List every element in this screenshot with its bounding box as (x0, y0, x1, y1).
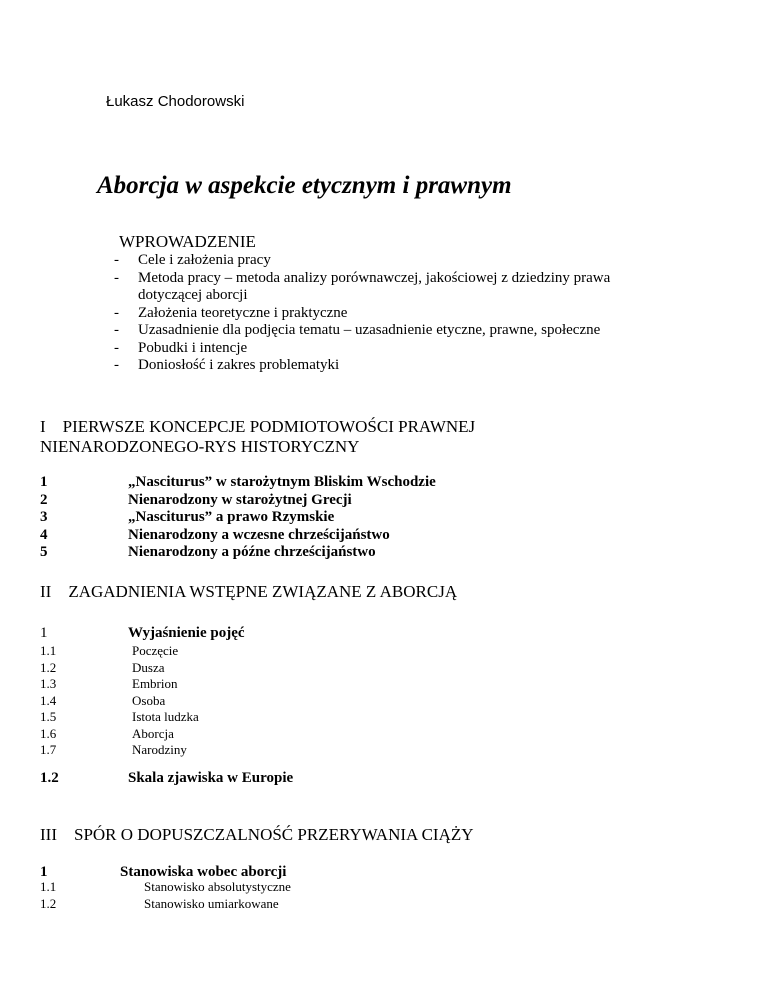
item-number: 1.3 (40, 676, 57, 691)
item-number: 1 (40, 474, 48, 490)
intro-item (114, 270, 678, 305)
item-text: Stanowiska wobec aborcji (120, 864, 287, 880)
item-number: 1.2 (40, 770, 59, 786)
item-text: Nienarodzony w starożytnej Grecji (128, 491, 352, 508)
intro-item-text: Pobudki i intencje (138, 339, 248, 356)
section-1-numeral: I (40, 417, 46, 436)
intro-item-text: Doniosłość i zakres problematyki (138, 357, 340, 373)
item-text: Embrion (132, 676, 178, 691)
intro-item (114, 322, 678, 340)
intro-item-text: Metoda pracy – metoda analizy porównawczej, jakościowej z dziedziny prawa dotyczącej aborcji (138, 269, 611, 303)
list-item (40, 527, 436, 545)
list-item (40, 879, 291, 896)
section-2-items (40, 643, 199, 759)
list-item (40, 544, 436, 562)
item-number: 2 (40, 491, 48, 508)
item-number: 1.2 (40, 895, 57, 911)
list-item (40, 896, 291, 913)
intro-item-text: Uzasadnienie dla podjęcia tematu – uzasadnienie etyczne, prawne, społeczne (138, 322, 601, 338)
item-number: 4 (40, 526, 48, 543)
intro-list (114, 252, 678, 375)
section-3-heading (40, 825, 474, 845)
list-item (40, 709, 199, 726)
intro-heading: WPROWADZENIE (119, 232, 256, 251)
item-text: Narodziny (132, 742, 187, 757)
list-dash: - (114, 252, 119, 268)
item-number: 1.4 (40, 692, 57, 708)
list-item (40, 726, 199, 743)
list-item (40, 643, 199, 660)
item-text: Nienarodzony a późne chrześcijaństwo (128, 544, 376, 560)
document-title: Aborcja w aspekcie etycznym i prawnym (97, 172, 512, 199)
list-dash: - (114, 357, 119, 373)
list-item (40, 492, 436, 510)
list-item (40, 660, 199, 677)
list-item (40, 742, 199, 759)
list-item (40, 509, 436, 527)
intro-item-text: Założenia teoretyczne i praktyczne (138, 304, 348, 321)
section-1-heading-line1: PIERWSZE KONCEPCJE PODMIOTOWOŚCI PRAWNEJ (62, 417, 476, 436)
item-text: Stanowisko absolutystyczne (144, 879, 291, 894)
section-2-heading (40, 582, 457, 602)
intro-item (114, 340, 678, 358)
item-text: Stanowisko umiarkowane (144, 895, 279, 911)
intro-item (114, 357, 678, 375)
item-number: 1.5 (40, 709, 57, 724)
item-text: Skala zjawiska w Europie (128, 770, 294, 786)
intro-item-text: Cele i założenia pracy (138, 252, 271, 268)
author-name: Łukasz Chodorowski (106, 93, 245, 110)
item-number: 5 (40, 544, 48, 560)
list-dash: - (114, 322, 119, 338)
item-number: 1 (40, 625, 48, 641)
item-text: Nienarodzony a wczesne chrześcijaństwo (128, 526, 390, 543)
item-number: 1 (40, 864, 48, 880)
list-item (40, 693, 199, 710)
section-1-heading (40, 417, 475, 457)
list-dash: - (114, 304, 119, 321)
section-2-numeral: II (40, 582, 52, 601)
item-text: Istota ludzka (132, 709, 199, 724)
list-dash: - (114, 339, 119, 356)
list-item (40, 676, 199, 693)
intro-item (114, 252, 678, 270)
item-text: Osoba (132, 692, 166, 708)
item-text: Aborcja (132, 725, 174, 741)
item-number: 1.7 (40, 742, 57, 757)
section-3-numeral: III (40, 825, 57, 844)
item-text: Dusza (132, 659, 165, 675)
item-text: „Nasciturus” a prawo Rzymskie (128, 509, 335, 525)
item-number: 1.6 (40, 725, 57, 741)
list-dash: - (114, 269, 119, 286)
item-number: 1.1 (40, 879, 57, 894)
section-2-heading-text: ZAGADNIENIA WSTĘPNE ZWIĄZANE Z ABORCJĄ (68, 582, 458, 601)
section-3-heading-text: SPÓR O DOPUSZCZALNOŚĆ PRZERYWANIA CIĄŻY (73, 825, 474, 844)
section-3-items (40, 879, 291, 912)
item-text: „Nasciturus” w starożytnym Bliskim Wschodzie (128, 474, 436, 490)
intro-item (114, 305, 678, 323)
section-1-list (40, 474, 436, 562)
section-1-heading-line2: NIENARODZONEGO-RYS HISTORYCZNY (40, 437, 360, 456)
item-text: Wyjaśnienie pojęć (128, 625, 245, 641)
item-text: Poczęcie (132, 643, 179, 658)
item-number: 1.2 (40, 659, 57, 675)
list-item (40, 474, 436, 492)
item-number: 1.1 (40, 643, 57, 658)
item-number: 3 (40, 509, 48, 525)
